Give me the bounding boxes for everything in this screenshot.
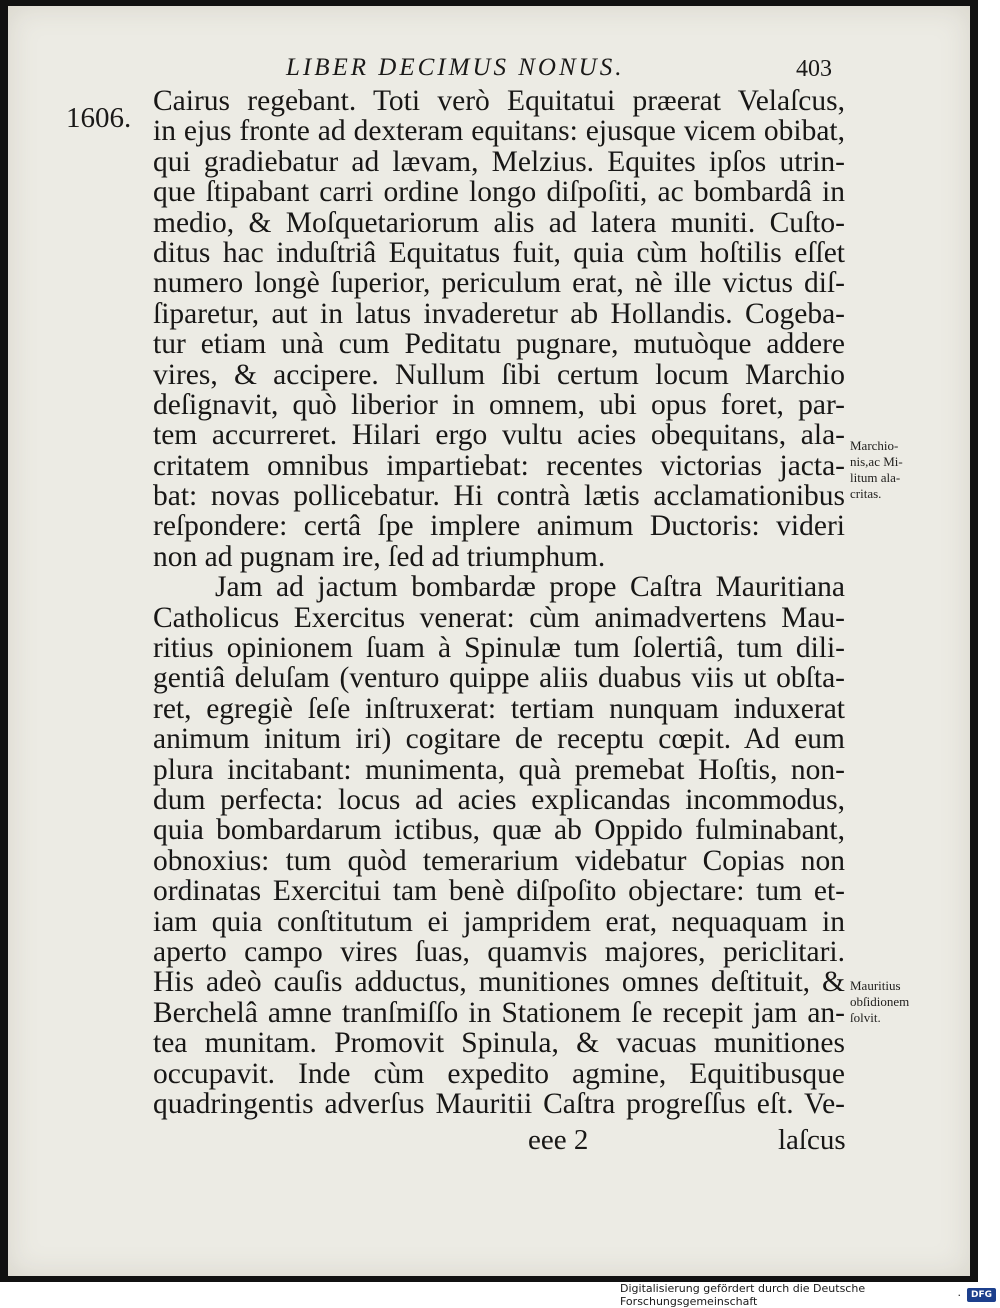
running-head: LIBER DECIMUS NONUS. <box>286 54 625 81</box>
margin-note-line: critas. <box>850 486 882 501</box>
year-marginal: 1606. <box>66 102 132 134</box>
text-line: Jam ad jactum bombardæ prope Caſtra Mauritiana <box>215 571 845 604</box>
signature-mark: eee 2 <box>528 1124 589 1156</box>
text-line: ſiparetur, aut in latus invaderetur ab Hollandis. Cogeba- <box>153 297 845 330</box>
funding-footer: Digitalisierung gefördert durch die Deutsche Forschungsgemeinschaft · DFG <box>620 1287 996 1303</box>
text-line: ordinatas Exercitui tam benè diſpoſito objectare: tum et- <box>153 875 845 908</box>
text-line: Cairus regebant. Toti verò Equitatui præerat Velaſcus, <box>153 85 845 117</box>
text-line: Berchelâ amne tranſmiſſo in Stationem ſe recepit jam an- <box>153 996 845 1029</box>
text-line: animum initum iri) cogitare de receptu cœpit. Ad eum <box>153 723 845 756</box>
margin-note-mauritius <box>850 978 909 1026</box>
text-line: qui gradiebatur ad lævam, Melzius. Equites ipſos utrin- <box>153 145 845 178</box>
text-line: aperto campo vires ſuas, quamvis majores, periclitari. <box>153 935 845 968</box>
text-line: quia bombardarum ictibus, quæ ab Oppido fulminabant, <box>153 814 845 847</box>
margin-note-line: ſolvit. <box>850 1010 881 1025</box>
text-line: ritius opinionem ſuam à Spinulæ tum ſolertiâ, tum dili- <box>153 632 845 665</box>
text-line: reſpondere: certâ ſpe implere animum Ductoris: videri <box>153 510 845 543</box>
margin-note-line: Marchio- <box>850 438 899 453</box>
book-page <box>8 6 970 1276</box>
margin-note-line: nis,ac Mi- <box>850 454 903 469</box>
margin-note-line: obſidionem <box>850 994 910 1009</box>
text-line: quadringentis adverſus Mauritii Caſtra progreſſus eſt. Ve- <box>153 1087 845 1120</box>
margin-note-marchio <box>850 438 903 502</box>
text-line: non ad pugnam ire, ſed ad triumphum. <box>153 540 606 573</box>
text-line: ditus hac induſtriâ Equitatus fuit, quia cùm hoſtilis eſſet <box>153 236 845 269</box>
text-line: medio, & Moſquetariorum alis ad latera muniti. Cuſto- <box>153 206 845 239</box>
text-line: tur etiam unà cum Peditatu pugnare, mutuòque addere <box>153 328 845 361</box>
text-line: numero longè ſuperior, periculum erat, nè ille victus diſ- <box>153 267 845 300</box>
text-line: plura incitabant: munimenta, quà premebat Hoſtis, non- <box>153 753 845 786</box>
text-line: obnoxius: tum quòd temerarium videbatur Copias non <box>153 844 845 877</box>
text-line: iam quia conſtitutum ei jampridem erat, nequaquam in <box>153 905 845 938</box>
text-line: His adeò cauſis adductus, munitiones omnes deſtituit, & <box>153 966 845 999</box>
text-line: Catholicus Exercitus venerat: cùm animadvertens Mau- <box>153 601 845 634</box>
text-line: dum perfecta: locus ad acies explicandas incommodus, <box>153 783 845 816</box>
text-line: vires, & accipere. Nullum ſibi certum locum Marchio <box>153 358 845 391</box>
text-line: gentiâ deluſam (venturo quippe aliis duabus viis ut obſta- <box>153 662 845 695</box>
text-line: critatem omnibus impartiebat: recentes victorias jacta- <box>153 449 845 482</box>
text-line: deſignavit, quò liberior in omnem, ubi opus foret, par- <box>153 388 845 421</box>
text-line: ret, egregiè ſeſe inſtruxerat: tertiam nunquam induxerat <box>153 692 845 725</box>
text-line: que ſtipabant carri ordine longo diſpoſiti, ac bombardâ in <box>153 176 845 209</box>
text-line: in ejus fronte ad dexteram equitans: ejusque vicem obibat, <box>153 115 845 148</box>
text-line: bat: novas pollicebatur. Hi contrà lætis acclamationibus <box>153 480 845 513</box>
margin-note-line: litum ala- <box>850 470 901 485</box>
text-line: tem accurreret. Hilari ergo vultu acies obequitans, ala- <box>153 419 845 452</box>
margin-note-line: Mauritius <box>850 978 901 993</box>
funding-credit: Digitalisierung gefördert durch die Deutsche Forschungsgemeinschaft <box>620 1282 866 1308</box>
page-number: 403 <box>796 56 832 82</box>
body-text <box>153 86 845 1119</box>
dfg-logo-icon: DFG <box>967 1288 996 1302</box>
catchword: laſcus <box>778 1124 846 1156</box>
text-line: occupavit. Inde cùm expedito agmine, Equitibusque <box>153 1057 845 1090</box>
text-line: tea munitam. Promovit Spinula, & vacuas munitiones <box>153 1027 845 1060</box>
